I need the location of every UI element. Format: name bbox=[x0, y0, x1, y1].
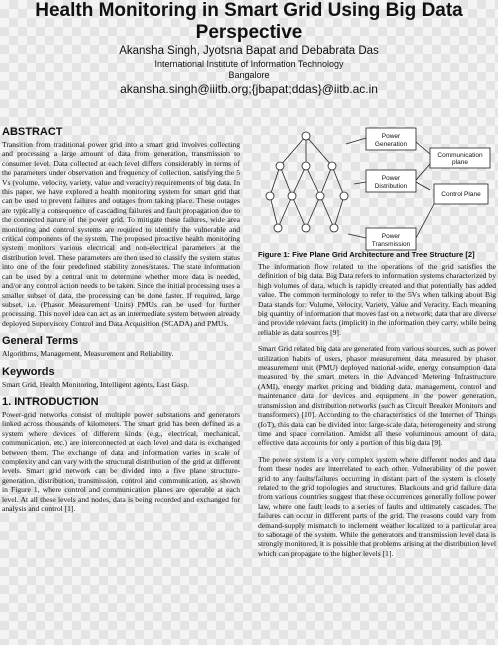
five-plane-diagram bbox=[258, 124, 496, 258]
keywords-heading: Keywords bbox=[2, 365, 55, 378]
right-column bbox=[258, 262, 496, 558]
title-line-1: Health Monitoring in Smart Grid Using Big Data bbox=[35, 0, 463, 21]
title-line-2: Perspective bbox=[195, 22, 303, 43]
label-power-transmission-1: Power bbox=[381, 233, 401, 240]
label-communication-2: plane bbox=[452, 159, 468, 166]
affiliation: International Institute of Information Technology bbox=[154, 59, 344, 69]
introduction-heading: 1. INTRODUCTION bbox=[2, 395, 99, 408]
keywords-text: Smart Grid, Health Monitoring, Intelligent agents, Last Gasp. bbox=[2, 379, 190, 389]
right-paragraph-1: The information flow related to the operations of the grid satisfies the definition of big data. Big Data refers to information systems characterized by high volumes of data, which is rapidly created and that potentially has added value. The common terminology to refer to the 5Vs when talking about Big Data stands for: Volume, Velocity, Variety, Value and Veracity. Each meaning big quantity of information that moves fast on a network; data that are diverse and provide relevant facts (implicit) in the information they carry, while being reliable as data sources [9]. bbox=[258, 262, 496, 337]
abstract-heading: ABSTRACT bbox=[2, 126, 63, 138]
label-power-generation-1: Power bbox=[381, 133, 401, 140]
email: akansha.singh@iiitb.org;{jbapat;ddas}@iitb.ac.in bbox=[120, 82, 378, 96]
authors: Akansha Singh, Jyotsna Bapat and Debabrata Das bbox=[119, 45, 379, 57]
right-paragraph-2: Smart Grid related big data are generated from various sources, such as power utilization habits of users, phasor measurement data measured by phasor measurement unit (PMU) deployed national-wide, energy consumption data measured by the smart meters in the Advanced Metering Infrastructure (AMI), energy market pricing and bidding data, management, control and maintenance data for devices and equipment in the power generation, transmission and distribution networks (such as Circuit Breaker Monitors and transformers) [10]. According to the characteristics of the Internet of Things (IoT), this data can be divided into: large-scale data, heterogeneity and strong time and space correlation. Amidst all these voluminous amount of data, effective data accounts for only a portion of this big data [9]. bbox=[258, 344, 496, 448]
left-column bbox=[2, 126, 240, 513]
label-power-generation-2: Generation bbox=[374, 141, 408, 148]
right-paragraph-3: The power system is a very complex system where different nodes and data from these nodes are interrelated to each other. Vulnerability of the power grid to any faults/failures occurring in distant part of the system is closely related to the grid topologies and structures. Blackouts and grid failure data from various countries suggest that these occurrences generally follow power law, where one fault leads to a series of faults and ultimately cascades. The failures can occur in different parts of the grid. The reasons could vary from demand-supply mismatch to inclement weather localized to a particular area to sabotage of the system. While the generators and transmission level data is strongly monitored, it is possible that problems arising at the distribution level which can propagate to the higher levels [1]. bbox=[258, 454, 496, 558]
label-communication-1: Communication bbox=[437, 152, 483, 159]
general-terms-heading: General Terms bbox=[2, 335, 79, 348]
city: Bangalore bbox=[228, 70, 270, 80]
label-power-distribution-2: Distribution bbox=[374, 183, 408, 190]
label-control-plane: Control Plane bbox=[441, 191, 481, 198]
introduction-text: Power-grid networks consist of multiple power substations and generators linked across thousands of kilometers. The smart grid has been defined as a system where devices of different kinds (e.g., electrical, mechanical, communication, etc.) are interconnected at each level and data is exchanged between them. The exchange of data and information varies in scale of complexity and can vary with the structural distribution of the grid at different levels. Smart grid network can be divided into a five plane structure-generation, distribution, transmission, control and communication, as shown in Figure 1, where control and communication planes are operable at each level. At all these levels and nodes, data is being recorded and exchanged for analysis and control [1]. bbox=[2, 409, 240, 513]
label-power-transmission-2: Transmission bbox=[371, 241, 411, 248]
general-terms-text: Algorithms, Management, Measurement and Reliability. bbox=[2, 349, 174, 359]
abstract-text: Transition from traditional power grid into a smart grid involves collecting and processing a large amount of data from generation, transmission to consumer level. Data collected at each level differs considerably in terms of the parameters under observation and frequency of collection, satisfying the 5 Vs (volume, velocity, variety, value and veracity) requirements of big data. In this paper, we have explored a health monitoring system for smart grid that can be used to prevent failures and outages from taking place. These outages are typically a consequence of cascading failures and fault propagation due to the connected nature of the power grid. To mitigate these failures, wide area monitoring and control systems are required to identify the vulnerable and critical components of the system. The proposed proactive health monitoring system monitors various electrical and non-electrical parameters at the distribution level. These parameters are then used to classify the system status into one of the four predefined stability zones/states. The state information can be used by a central unit to determine whether more data is needed, and/or any control action needs to be taken. Since the initial processing uses a smaller subset of data, the processing can be done faster. If required, large subset, i.e. (Phasor Measurement Units) PMUs can be used for further processing. This novel idea can act as an intermediate system between already deployed Supervisory Control and Data Acquisition (SCADA) and PMUs. bbox=[2, 140, 240, 328]
label-power-distribution-1: Power bbox=[381, 175, 401, 182]
figure-caption: Figure 1: Five Plane Grid Architecture and Tree Structure [2] bbox=[258, 250, 475, 259]
paper-title bbox=[0, 0, 498, 44]
